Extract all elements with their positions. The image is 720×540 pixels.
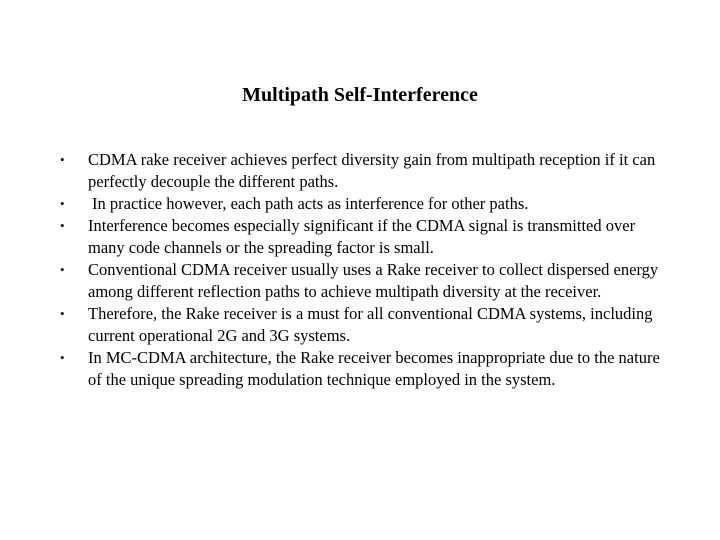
bullet-item (60, 215, 660, 259)
bullet-text: In MC-CDMA architecture, the Rake receiver becomes inappropriate due to the nature of the unique spreading modulation technique employed in the system. (88, 348, 660, 389)
bullet-list (60, 149, 660, 391)
bullet-icon: • (60, 350, 65, 365)
bullet-icon: • (60, 196, 65, 211)
bullet-text: Conventional CDMA receiver usually uses a Rake receiver to collect dispersed energy among different reflection paths to achieve multipath diversity at the receiver. (88, 260, 659, 301)
bullet-item (60, 303, 660, 347)
bullet-item (60, 149, 660, 193)
bullet-item (60, 347, 660, 391)
bullet-icon: • (60, 306, 65, 321)
bullet-text: Therefore, the Rake receiver is a must for all conventional CDMA systems, including current operational 2G and 3G systems. (88, 304, 653, 345)
bullet-text: Interference becomes especially significant if the CDMA signal is transmitted over many code channels or the spreading factor is small. (88, 216, 636, 257)
bullet-icon: • (60, 262, 65, 277)
bullet-item (60, 193, 660, 215)
bullet-text: In practice however, each path acts as interference for other paths. (92, 194, 529, 213)
bullet-item (60, 259, 660, 303)
bullet-icon: • (60, 218, 65, 233)
slide-title: Multipath Self-Interference (242, 84, 478, 106)
bullet-icon: • (60, 152, 65, 167)
bullet-text: CDMA rake receiver achieves perfect diversity gain from multipath reception if it can perfectly decouple the different paths. (88, 150, 656, 191)
